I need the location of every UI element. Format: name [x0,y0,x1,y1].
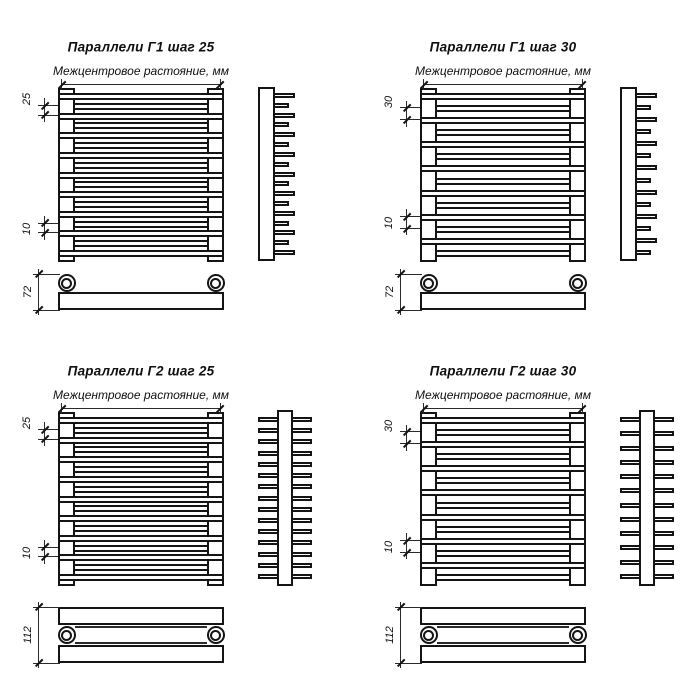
collector-tangent-line [437,642,569,644]
side-view-tooth [273,113,295,118]
tube-bar-back [435,453,571,460]
tube-bar-front [58,172,224,179]
side-view-tooth-left [258,518,279,523]
tube-bar-back [73,525,209,532]
side-view-tooth [273,201,289,206]
extension-line [400,228,420,229]
side-view-tooth [273,181,289,186]
tube-bar-back [73,221,209,228]
pair-dim-line [406,209,407,235]
tube-bar-front [58,211,224,218]
side-view-tooth-right [291,563,312,568]
side-view-tooth [273,132,295,137]
depth-dimension-value: 72 [22,285,34,299]
side-view-tooth-right [653,517,674,522]
bottom-view-tube-row [58,292,224,310]
tube-bar-front [58,515,224,522]
side-view-collector [639,410,655,586]
side-view-tooth [635,226,651,231]
tube-bar-back [73,122,209,129]
tube-bar-back [73,162,209,169]
tube-bar-front [420,417,586,424]
side-view-tooth-right [291,451,312,456]
side-view-collector [258,87,275,261]
side-view-tooth-left [620,574,641,579]
tube-bar-back [435,550,571,557]
side-view-tooth [273,172,295,177]
tube-bar-front [420,465,586,472]
center-distance-label: Межцентровое растояние, мм [53,64,229,78]
side-view-tooth-right [291,540,312,545]
tube-bar-front [58,535,224,542]
side-view-tooth-left [620,531,641,536]
side-view-tooth-left [258,417,279,422]
side-view-tooth-right [291,484,312,489]
pair-dimension-value: 10 [21,546,33,560]
tube-bar-back [73,545,209,552]
tube-bar-front [58,456,224,463]
tube-bar-back [435,226,571,233]
side-view-tooth [635,190,657,195]
tube-bar-front [58,496,224,503]
extension-line [38,547,58,548]
tube-bar-back [73,240,209,247]
center-distance-label: Межцентровое растояние, мм [415,388,591,402]
side-view-tooth-right [291,439,312,444]
side-view-tooth-right [653,460,674,465]
right-collector [569,88,586,262]
extension-line [400,119,420,120]
tube-bar-front [420,93,586,100]
side-view-tooth [273,211,295,216]
tube-bar-front [58,230,224,237]
center-distance-dim-line [423,408,583,409]
tube-bar-front [58,152,224,159]
step-dimension-value: 30 [383,95,395,108]
bottom-view-tube-row [420,292,586,310]
tube-bar-front [420,538,586,545]
side-view-tooth-right [291,574,312,579]
tube-bar-back [73,564,209,571]
side-view-tooth-left [258,428,279,433]
side-view-tooth [273,230,295,235]
side-view-tooth [273,152,295,157]
tube-bar-back [73,142,209,149]
pair-dimension-value: 10 [21,222,33,236]
center-distance-label: Межцентровое растояние, мм [53,388,229,402]
side-view-tooth-left [620,417,641,422]
quadrant-title: Параллели Г1 шаг 30 [429,39,577,55]
extension-line [38,232,58,233]
tube-bar-back [73,446,209,453]
side-view-tooth-left [258,462,279,467]
side-view-tooth [273,191,295,196]
side-view-tooth-left [620,474,641,479]
tube-bar-back [435,574,571,581]
side-view-tooth [635,214,657,219]
side-view-tooth-left [258,496,279,501]
side-view-tooth-right [653,531,674,536]
pair-dim-line [44,540,45,564]
center-distance-dim-line [61,408,221,409]
side-view-tooth [635,165,657,170]
tube-bar-back [435,526,571,533]
bottom-view-front-row [58,607,224,625]
side-view-tooth-right [653,503,674,508]
tube-bar-front [58,476,224,483]
quadrant-title: Параллели Г2 шаг 30 [429,363,577,379]
tube-bar-back [73,466,209,473]
side-view-tooth-right [291,428,312,433]
side-view-tooth-right [291,496,312,501]
collector-port-inner-circle [572,630,583,641]
tube-bar-front [58,113,224,120]
side-view-tooth-right [291,417,312,422]
side-view-tooth-right [653,431,674,436]
tube-bar-back [435,202,571,209]
tube-bar-front [58,191,224,198]
collector-port-inner-circle [423,278,434,289]
collector-tangent-line [75,642,207,644]
tube-bar-back [73,201,209,208]
extension-line [400,540,420,541]
side-view-tooth [635,141,657,146]
side-view-tooth [635,202,651,207]
tube-bar-back [435,153,571,160]
side-view-tooth-left [258,574,279,579]
tube-bar-front [420,562,586,569]
side-view-tooth-right [291,529,312,534]
left-collector [420,88,437,262]
collector-tangent-line [75,626,207,628]
side-view-tooth-left [620,560,641,565]
step-dimension-value: 25 [21,93,33,106]
tube-bar-back [73,505,209,512]
side-view-tooth-left [258,540,279,545]
tube-bar-front [420,190,586,197]
tube-bar-back [435,250,571,257]
side-view-tooth [635,105,651,110]
side-view-tooth [273,250,295,255]
tube-bar-front [420,489,586,496]
side-view-tooth-left [620,460,641,465]
side-view-tooth [635,178,651,183]
tube-bar-front [420,165,586,172]
step-dim-line [406,101,407,127]
tube-bar-back [435,477,571,484]
side-view-tooth-left [258,552,279,557]
side-view-tooth [635,250,651,255]
tube-bar-front [58,132,224,139]
tube-bar-back [73,181,209,188]
depth-dimension-value: 72 [384,285,396,299]
collector-port-inner-circle [61,278,72,289]
side-view-tooth [273,103,289,108]
tube-bar-back [73,103,209,110]
side-view-collector [277,410,293,586]
extension-line [38,105,58,106]
side-view-tooth-left [258,451,279,456]
collector-port-inner-circle [423,630,434,641]
side-view-tooth-right [291,462,312,467]
side-view-tooth-right [653,488,674,493]
side-view-tooth [635,153,651,158]
tube-bar-back [73,486,209,493]
step-dimension-value: 25 [21,417,33,430]
side-view-tooth-right [653,545,674,550]
side-view-tooth-left [620,431,641,436]
pair-dimension-value: 10 [383,217,395,230]
collector-port-inner-circle [210,278,221,289]
tube-bar-front [58,574,224,581]
side-view-tooth [635,93,657,98]
center-distance-dim-line [423,84,583,85]
bottom-view-back-row [58,645,224,663]
tube-bar-front [420,214,586,221]
extension-line [38,429,58,430]
side-view-tooth-right [291,552,312,557]
quadrant-title: Параллели Г2 шаг 25 [67,363,215,379]
center-distance-label: Межцентровое растояние, мм [415,64,591,78]
tube-bar-back [435,178,571,185]
tube-bar-back [435,429,571,436]
side-view-tooth [635,117,657,122]
side-view-tooth [273,122,289,127]
side-view-tooth-left [620,545,641,550]
side-view-tooth [273,240,289,245]
pair-dimension-value: 10 [383,541,395,554]
tube-bar-front [420,238,586,245]
tube-bar-back [435,502,571,509]
extension-line [400,443,420,444]
side-view-tooth [635,238,657,243]
side-view-tooth [273,221,289,226]
depth-dim-line [400,602,401,668]
left-collector [420,412,437,586]
side-view-tooth [273,162,289,167]
side-view-tooth-left [258,439,279,444]
side-view-collector [620,87,637,261]
extension-line [38,223,58,224]
side-view-tooth [635,129,651,134]
bottom-view-front-row [420,607,586,625]
step-dimension-value: 30 [383,419,395,432]
extension-line [400,107,420,108]
right-collector [569,412,586,586]
side-view-tooth-right [653,446,674,451]
side-view-tooth-right [653,560,674,565]
tube-bar-front [420,141,586,148]
extension-line [400,431,420,432]
pair-dim-line [406,533,407,559]
step-dim-line [44,422,45,446]
extension-line [400,216,420,217]
side-view-tooth-right [291,473,312,478]
side-view-tooth-left [620,503,641,508]
collector-port-inner-circle [61,630,72,641]
tube-bar-front [58,250,224,257]
side-view-tooth [273,142,289,147]
pair-dim-line [44,216,45,240]
quadrant-title: Параллели Г1 шаг 25 [67,39,215,55]
side-view-tooth-right [291,507,312,512]
tube-bar-front [420,441,586,448]
side-view-tooth-right [653,474,674,479]
side-view-tooth-right [653,417,674,422]
extension-line [38,439,58,440]
extension-line [38,556,58,557]
tube-bar-back [73,427,209,434]
collector-port-inner-circle [572,278,583,289]
tube-bar-front [420,117,586,124]
depth-dimension-value: 112 [22,626,34,644]
side-view-tooth-left [258,473,279,478]
side-view-tooth-left [620,517,641,522]
side-view-tooth-left [258,484,279,489]
depth-dimension-value: 112 [384,626,396,644]
side-view-tooth-left [620,446,641,451]
tube-bar-front [58,554,224,561]
tube-bar-front [58,417,224,424]
side-view-tooth-left [258,507,279,512]
tube-bar-back [435,105,571,112]
tube-bar-front [420,514,586,521]
side-view-tooth-left [620,488,641,493]
collector-port-inner-circle [210,630,221,641]
extension-line [400,552,420,553]
step-dim-line [406,425,407,451]
center-distance-dim-line [61,84,221,85]
side-view-tooth [273,93,295,98]
side-view-tooth-left [258,529,279,534]
collector-tangent-line [437,626,569,628]
side-view-tooth-right [653,574,674,579]
tube-bar-back [435,129,571,136]
depth-dim-line [38,602,39,668]
bottom-view-back-row [420,645,586,663]
side-view-tooth-right [291,518,312,523]
tube-bar-front [58,93,224,100]
step-dim-line [44,98,45,122]
side-view-tooth-left [258,563,279,568]
tube-bar-front [58,437,224,444]
extension-line [38,115,58,116]
